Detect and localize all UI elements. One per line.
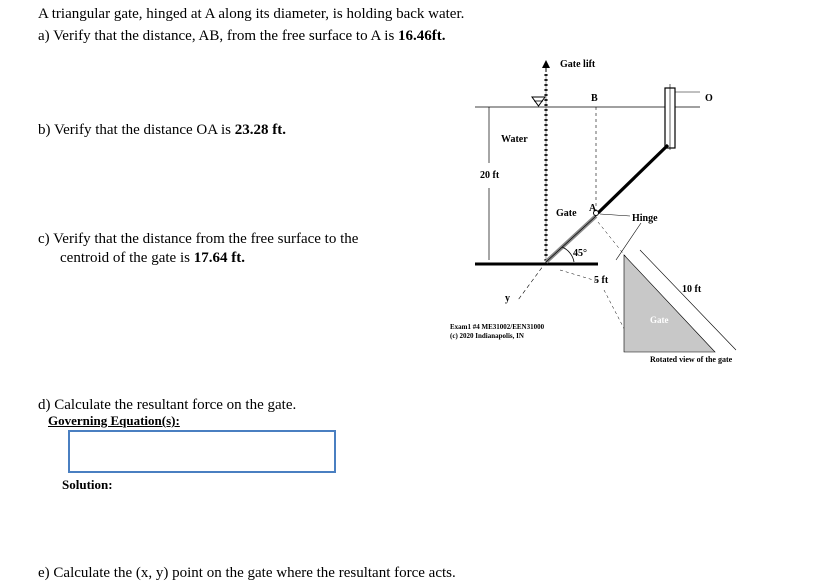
part-d-text: d) Calculate the resultant force on the gate. bbox=[38, 397, 297, 413]
gate-label: Gate bbox=[556, 208, 577, 219]
hinge-label: Hinge bbox=[632, 213, 658, 224]
part-a-value: 16.46ft. bbox=[398, 28, 446, 44]
gate-lift-label: Gate lift bbox=[560, 59, 596, 70]
inclined-wall bbox=[598, 145, 668, 213]
label-a: A bbox=[589, 203, 597, 214]
governing-equations-label: Governing Equation(s): bbox=[48, 413, 180, 428]
long-side-label: 10 ft bbox=[682, 284, 702, 295]
part-b-text: b) Verify that the distance OA is 23.28 ft. bbox=[38, 122, 287, 138]
rotated-view-leader bbox=[616, 223, 641, 260]
hinge-leader-line bbox=[600, 214, 630, 216]
y-axis-line bbox=[518, 262, 546, 300]
rotated-view-caption: Rotated view of the gate bbox=[650, 355, 733, 364]
rotated-gate-triangle bbox=[624, 255, 715, 352]
water-label: Water bbox=[501, 134, 528, 145]
depth-label: 20 ft bbox=[480, 170, 500, 181]
label-b: B bbox=[591, 93, 598, 104]
y-axis-label: y bbox=[505, 293, 510, 304]
part-c-text-line1: c) Verify that the distance from the free surface to the bbox=[38, 231, 359, 247]
water-surface-symbol-icon bbox=[532, 97, 545, 106]
rotated-gate-label: Gate bbox=[650, 315, 669, 325]
part-a-text: a) Verify that the distance, AB, from the free surface to A is 16.46ft. bbox=[38, 28, 446, 44]
short-side-label: 5 ft bbox=[594, 275, 609, 286]
part-c-value: 17.64 ft. bbox=[193, 250, 245, 266]
part-e-text: e) Calculate the (x, y) point on the gate where the resultant force acts. bbox=[38, 565, 456, 581]
solution-label: Solution: bbox=[62, 477, 113, 492]
label-o: O bbox=[705, 93, 713, 104]
exam-reference-line1: Exam1 #4 ME31002/EEN31000 bbox=[450, 323, 545, 331]
part-b-value: 23.28 ft. bbox=[234, 122, 287, 138]
part-c-text-line2: centroid of the gate is 17.64 ft. bbox=[60, 250, 245, 266]
gate-plate-edge bbox=[546, 216, 596, 262]
exam-reference-line2: (c) 2020 Indianapolis, IN bbox=[450, 332, 524, 340]
angle-label: 45° bbox=[573, 248, 587, 259]
problem-intro: A triangular gate, hinged at A along its diameter, is holding back water. bbox=[38, 6, 465, 22]
